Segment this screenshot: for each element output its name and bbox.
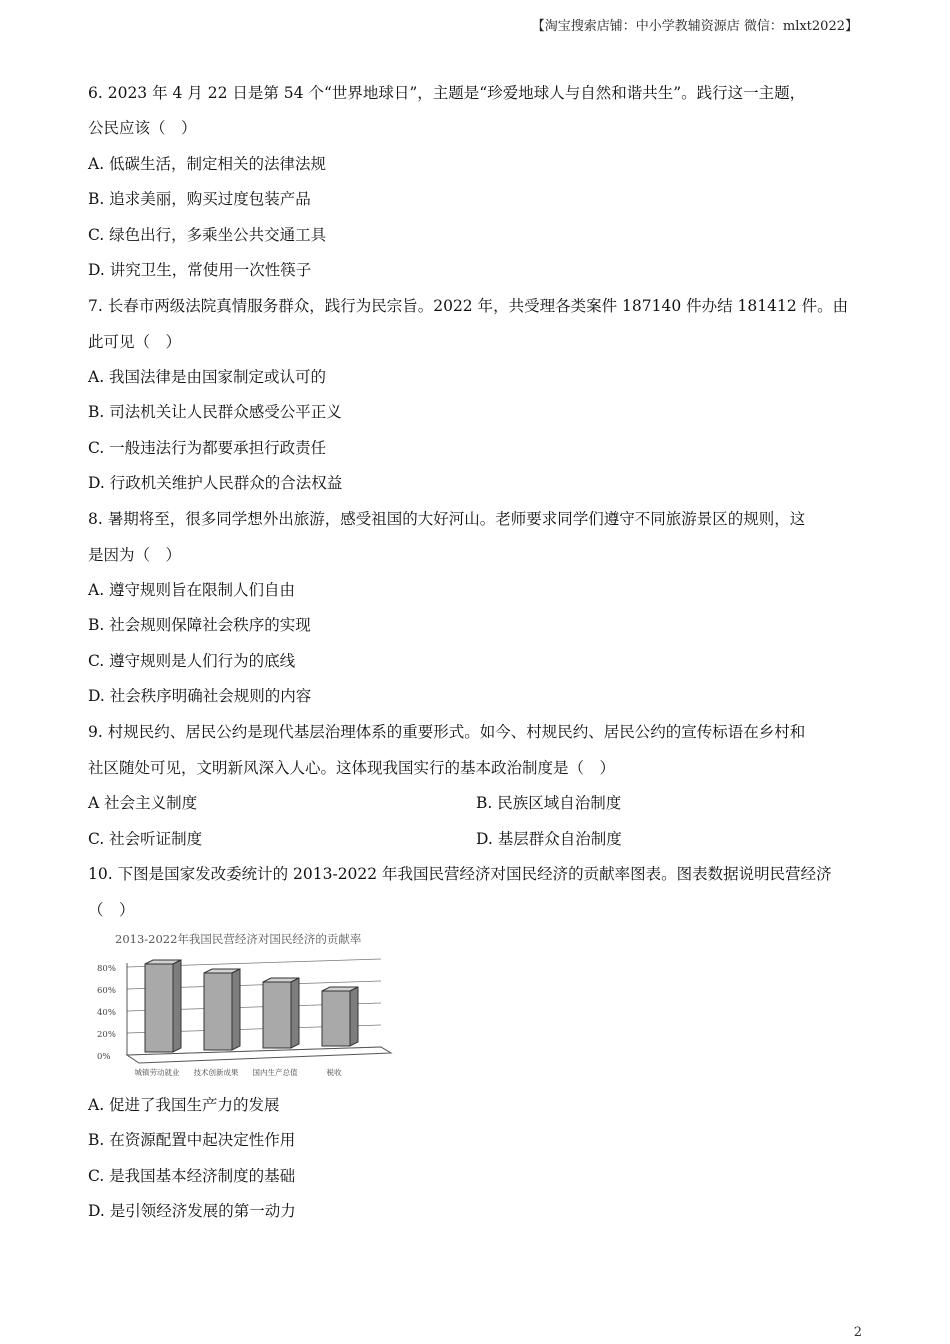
q9-option-a: A 社会主义制度 xyxy=(88,794,198,812)
q10-stem-line1: 10. 下图是国家发改委统计的 2013-2022 年我国民营经济对国民经济的贡献率图表。图表数据说明民营经济 xyxy=(88,865,832,883)
q8-option-d: D. 社会秩序明确社会规则的内容 xyxy=(88,687,312,705)
q8-option-c: C. 遵守规则是人们行为的底线 xyxy=(88,652,296,670)
chart-ytick-label: 0% xyxy=(97,1052,111,1062)
q10-option-d: D. 是引领经济发展的第一动力 xyxy=(88,1202,296,1220)
q10-stem-line2: （ ） xyxy=(88,901,135,919)
chart-bar xyxy=(322,991,350,1046)
q9-stem-line1: 9. 村规民约、居民公约是现代基层治理体系的重要形式。如今、村规民约、居民公约的宣传标语在乡村和 xyxy=(88,723,806,741)
q8-stem-line1: 8. 暑期将至，很多同学想外出旅游，感受祖国的大好河山。老师要求同学们遵守不同旅游景区的规则，这 xyxy=(88,510,806,528)
chart-bar-side xyxy=(232,969,240,1050)
q7-option-b: B. 司法机关让人民群众感受公平正义 xyxy=(88,403,342,421)
chart-ytick-label: 40% xyxy=(97,1008,116,1018)
q9-option-c: C. 社会听证制度 xyxy=(88,830,203,848)
q10-option-b: B. 在资源配置中起决定性作用 xyxy=(88,1131,296,1149)
q6-stem-line2: 公民应该（ ） xyxy=(88,119,197,137)
contribution-bar-chart xyxy=(95,927,395,1077)
q9-option-d: D. 基层群众自治制度 xyxy=(476,830,622,848)
page-header: 【淘宝搜索店铺：中小学教辅资源店 微信：mlxt2022】 xyxy=(531,19,858,34)
q7-option-c: C. 一般违法行为都要承担行政责任 xyxy=(88,439,327,457)
chart-ytick-label: 80% xyxy=(97,964,116,974)
chart-category-label: 技术创新成果 xyxy=(193,1068,239,1077)
chart-bar-side xyxy=(350,987,358,1046)
chart-bar-side xyxy=(291,978,299,1048)
q9-option-b: B. 民族区域自治制度 xyxy=(476,794,622,812)
q9-stem-line2: 社区随处可见，文明新风深入人心。这体现我国实行的基本政治制度是（ ） xyxy=(88,759,616,777)
chart-category-label: 国内生产总值 xyxy=(252,1068,298,1077)
chart-category-label: 城镇劳动就业 xyxy=(134,1068,180,1077)
q7-stem-line1: 7. 长春市两级法院真情服务群众，践行为民宗旨。2022 年，共受理各类案件 187140 件办结 181412 件。由 xyxy=(88,297,849,315)
q7-option-a: A. 我国法律是由国家制定或认可的 xyxy=(88,368,327,386)
q6-option-a: A. 低碳生活，制定相关的法律法规 xyxy=(88,155,327,173)
chart-title: 2013-2022年我国民营经济对国民经济的贡献率 xyxy=(115,932,362,946)
q6-stem-line1: 6. 2023 年 4 月 22 日是第 54 个“世界地球日”，主题是“珍爱地球人与自然和谐共生”。践行这一主题， xyxy=(88,84,806,102)
chart-bar xyxy=(145,964,173,1052)
chart-ytick-label: 20% xyxy=(97,1030,116,1040)
q8-option-a: A. 遵守规则旨在限制人们自由 xyxy=(88,581,296,599)
chart-category-label: 税收 xyxy=(326,1068,342,1077)
chart-bar xyxy=(204,973,232,1050)
q7-option-d: D. 行政机关维护人民群众的合法权益 xyxy=(88,474,343,492)
chart-bar-side xyxy=(173,960,181,1052)
q6-option-c: C. 绿色出行，多乘坐公共交通工具 xyxy=(88,226,327,244)
q7-stem-line2: 此可见（ ） xyxy=(88,333,182,351)
q10-option-c: C. 是我国基本经济制度的基础 xyxy=(88,1167,296,1185)
chart-ytick-label: 60% xyxy=(97,986,116,996)
q8-stem-line2: 是因为（ ） xyxy=(88,546,182,564)
q10-option-a: A. 促进了我国生产力的发展 xyxy=(88,1096,280,1114)
q6-option-b: B. 追求美丽，购买过度包装产品 xyxy=(88,190,311,208)
q8-option-b: B. 社会规则保障社会秩序的实现 xyxy=(88,616,311,634)
chart-bar xyxy=(263,982,291,1048)
page-number: 2 xyxy=(853,1325,862,1340)
q6-option-d: D. 讲究卫生，常使用一次性筷子 xyxy=(88,261,312,279)
